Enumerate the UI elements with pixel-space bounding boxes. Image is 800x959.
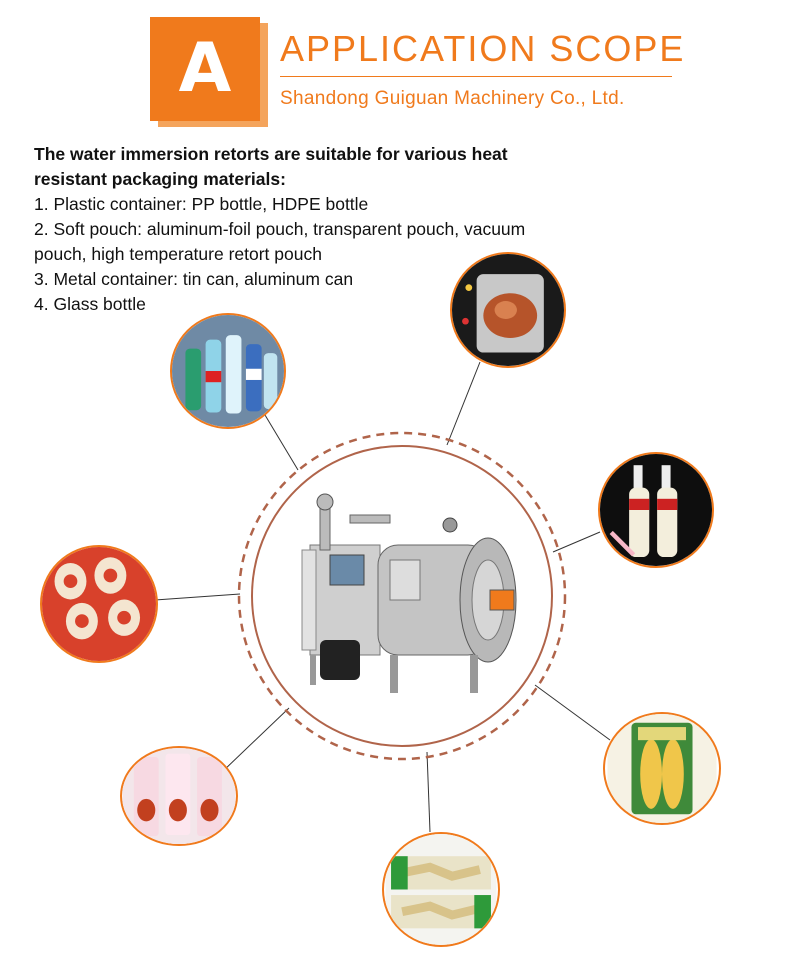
description-item-plastic: 1. Plastic container: PP bottle, HDPE bottle [34,194,369,214]
packaged-corn-image [603,712,721,825]
description-item-glass: 4. Glass bottle [34,294,146,314]
plastic-bottles-image [170,313,286,429]
page-title: APPLICATION SCOPE [280,28,686,69]
description-lead: The water immersion retorts are suitable for various heat resistant packaging materials: [34,144,508,189]
packaged-snacks-image [120,746,238,846]
badge-letter: A [178,29,232,108]
description-item-metal: 3. Metal container: tin can, aluminum can [34,269,354,289]
description-item-pouch: 2. Soft pouch: aluminum-foil pouch, transparent pouch, vacuum pouch, high temperature retort pouch [34,219,526,264]
packaged-chicken-feet-image [382,832,500,947]
wrapped-eggs-image [40,545,158,663]
vacuum-pouch-food-image [450,252,566,368]
retort-machine-image [290,490,530,700]
company-name: Shandong Guiguan Machinery Co., Ltd. [280,88,625,109]
glass-bottle-drinks-image [598,452,714,568]
